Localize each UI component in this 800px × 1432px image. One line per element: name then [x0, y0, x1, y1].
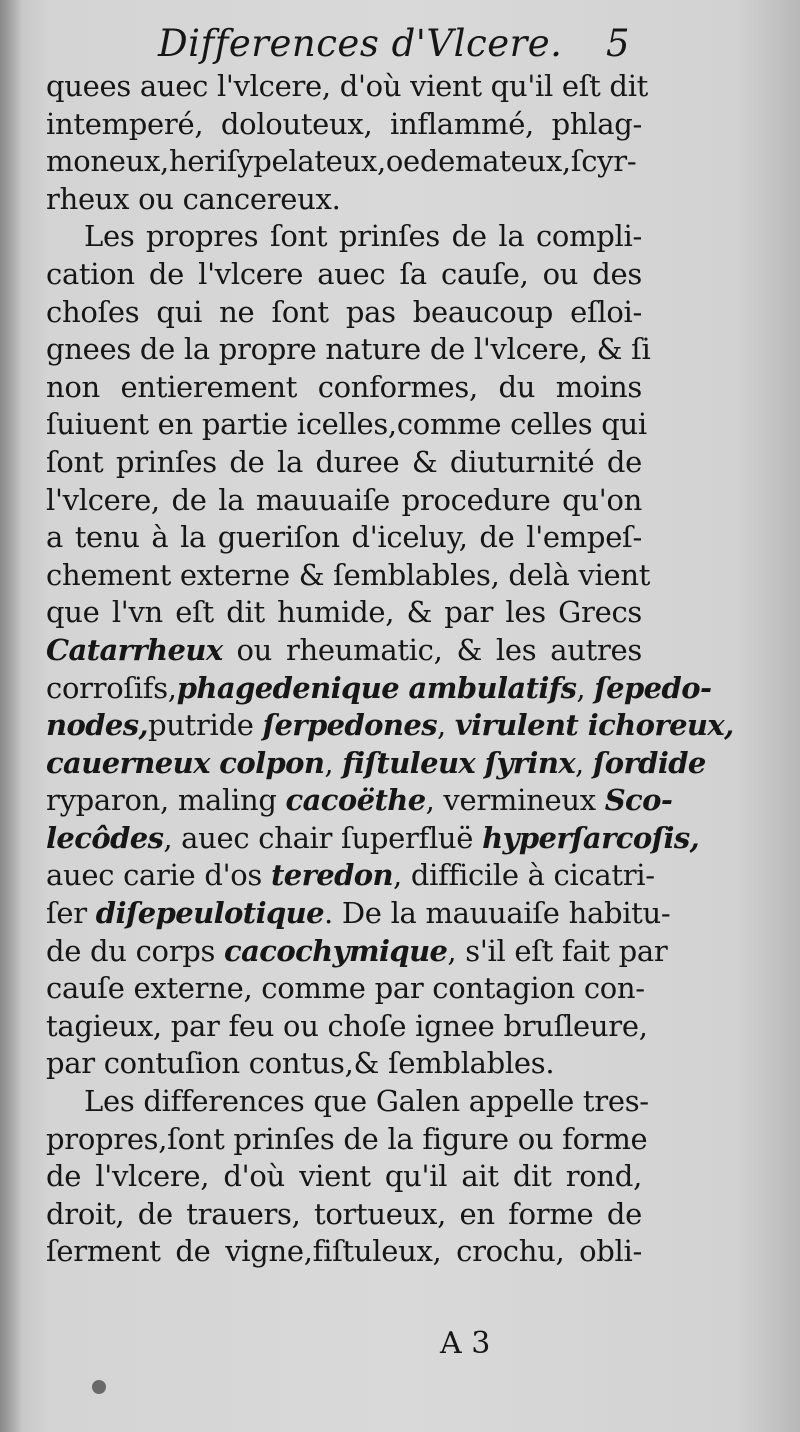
text-line	[46, 406, 647, 444]
text-line	[46, 1083, 649, 1121]
text-run: quees auec l'vlcere, d'où vient qu'il eſt dit	[46, 69, 649, 103]
text-run: Les differences que Galen appelle tres-	[84, 1084, 649, 1119]
text-line	[46, 632, 642, 670]
text-run: de l'vlcere, d'où vient qu'il ait dit rond,	[46, 1159, 642, 1194]
text-line	[46, 106, 642, 144]
text-run: rheux ou cancereux.	[46, 181, 341, 216]
text-run: gnees de la propre nature de l'vlcere, & ſi	[46, 332, 651, 367]
italic-term: nodes,	[46, 708, 148, 743]
italic-term: cauerneux colpon	[46, 745, 325, 780]
text-line	[46, 594, 642, 632]
text-line	[46, 519, 642, 557]
text-line	[46, 1045, 642, 1083]
text-run: , vermineux	[425, 783, 605, 818]
italic-term: Catarrheux	[46, 632, 223, 667]
text-run: . De la mauuaiſe habitu-	[324, 896, 671, 931]
text-line	[46, 745, 706, 783]
running-head: Differences d'Vlcere.	[158, 22, 563, 65]
page-gutter-shadow	[0, 0, 22, 1432]
text-line	[46, 1196, 642, 1234]
text-run: ſont prinſes de la duree & diuturnité de	[46, 444, 642, 479]
text-run: droit, de trauers, tortueux, en forme de	[46, 1196, 642, 1231]
ink-speck	[92, 1380, 106, 1394]
text-run: a tenu à la gueriſon d'iceluy, de l'empeſ-	[46, 520, 642, 555]
text-run: l'vlcere, de la mauuaiſe procedure qu'on	[46, 482, 642, 517]
text-run: , difficile à cicatri-	[393, 858, 655, 893]
italic-term: Sco-	[604, 783, 673, 818]
text-run: choſes qui ne ſont pas beaucoup eſloi-	[46, 294, 642, 329]
italic-term: fiſtuleux ſyrinx	[342, 745, 576, 780]
text-line	[46, 331, 651, 369]
text-run: , auec chair ſuperfluë	[163, 820, 483, 855]
text-run: cauſe externe, comme par contagion con-	[46, 971, 645, 1006]
text-run: moneux,heriſypelateux,oedemateux,ſcyr-	[46, 144, 637, 179]
text-run: cation de l'vlcere auec ſa cauſe, ou des	[46, 256, 642, 291]
text-run: que l'vn eſt dit humide, & par les Grecs	[46, 595, 642, 630]
text-run: propres,ſont prinſes de la figure ou forme	[46, 1121, 648, 1156]
text-run: , s'il eſt fait par	[447, 933, 668, 968]
text-line	[46, 181, 642, 219]
text-line	[46, 933, 668, 971]
text-run: intemperé, dolouteux, inflammé, phlag-	[46, 106, 642, 141]
text-run: auec carie d'os	[46, 858, 271, 893]
body-text	[46, 68, 734, 1271]
text-line	[46, 68, 649, 106]
text-line	[46, 1158, 642, 1196]
text-run: ,	[576, 670, 595, 705]
italic-term: cacoëthe	[285, 783, 426, 818]
text-run: ,	[436, 708, 455, 743]
text-run: corroſifs,	[46, 670, 177, 705]
text-run: ſerment de vigne,fiſtuleux, crochu, obli-	[46, 1234, 642, 1269]
text-line	[46, 557, 651, 595]
text-line	[46, 970, 645, 1008]
text-line	[46, 857, 655, 895]
italic-term: hyperſarcoſis,	[482, 820, 700, 855]
italic-term: teredon	[270, 858, 394, 893]
text-line	[46, 143, 642, 181]
italic-term: ſerpedones	[262, 708, 437, 743]
text-run: putride	[147, 708, 263, 743]
signature-mark: A 3	[440, 1326, 491, 1361]
text-run: de du corps	[46, 933, 225, 968]
text-line	[46, 444, 642, 482]
italic-term: virulent ichoreux,	[454, 708, 734, 743]
text-line	[46, 782, 673, 820]
text-line	[46, 895, 671, 933]
italic-term: diſepeulotique	[95, 896, 324, 931]
text-line	[46, 670, 712, 708]
text-run: tagieux, par feu ou choſe ignee bruſleure,	[46, 1008, 648, 1043]
text-line	[46, 218, 642, 256]
text-line	[46, 369, 642, 407]
text-line	[46, 1121, 648, 1159]
text-line	[46, 1008, 648, 1046]
text-run: ryparon, maling	[46, 783, 286, 818]
text-run: ,	[324, 745, 343, 780]
text-run: ſuiuent en partie icelles,comme celles qui	[46, 407, 647, 442]
italic-term: ſepedo-	[594, 670, 712, 705]
page-number: 5	[606, 22, 630, 65]
text-line	[46, 256, 642, 294]
text-line	[46, 1233, 642, 1271]
text-run: Les propres ſont prinſes de la compli-	[84, 219, 642, 254]
text-line	[46, 482, 642, 520]
text-run: ou rheumatic, & les autres	[222, 632, 642, 667]
text-line	[46, 707, 734, 745]
italic-term: ſordide	[592, 745, 706, 780]
text-line	[46, 294, 642, 332]
text-run: par contuſion contus,& ſemblables.	[46, 1046, 555, 1081]
text-run: chement externe & ſemblables, delà vient	[46, 557, 651, 592]
text-run: non entierement conformes, du moins	[46, 369, 642, 404]
italic-term: phagedenique ambulatifs	[176, 670, 577, 705]
text-run: ſer	[46, 896, 96, 931]
text-line	[46, 820, 700, 858]
italic-term: cacochymique	[224, 933, 448, 968]
text-run: ,	[575, 745, 593, 780]
italic-term: lecôdes	[46, 820, 164, 855]
